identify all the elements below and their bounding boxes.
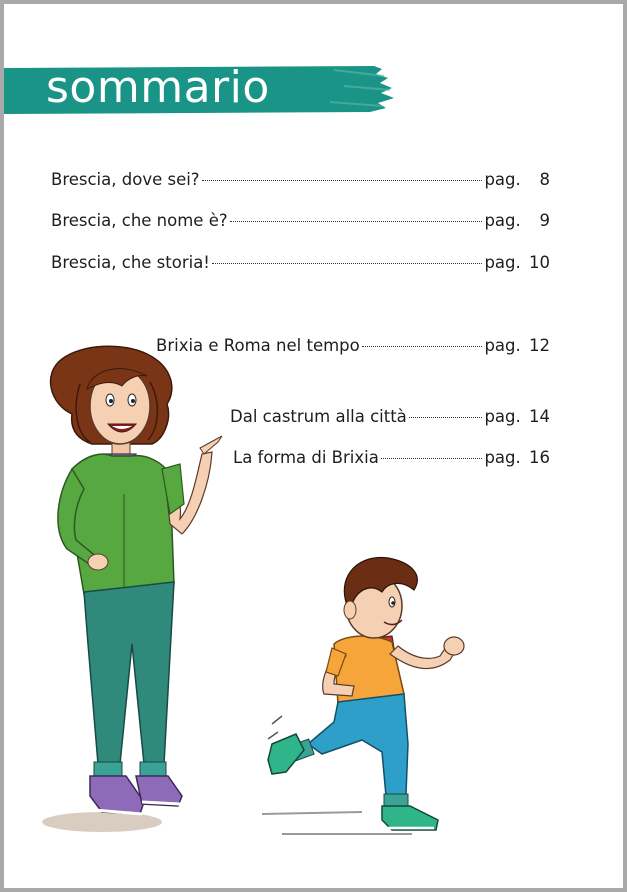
- toc-entry[interactable]: [51, 211, 550, 233]
- toc-entry[interactable]: [51, 170, 550, 192]
- teacher-pointing-illustration: [32, 344, 232, 844]
- toc-entry-label: Dal castrum alla città: [230, 407, 407, 426]
- leader-dots: [381, 458, 483, 459]
- leader-dots: [230, 221, 483, 222]
- toc-entry-label: Brixia e Roma nel tempo: [156, 336, 360, 355]
- toc-entry-label: Brescia, dove sei?: [51, 170, 200, 189]
- toc-page-ref: pag. 16: [484, 448, 550, 467]
- toc-page-ref: pag. 14: [484, 407, 550, 426]
- leader-dots: [202, 180, 483, 181]
- toc-entry[interactable]: [51, 253, 550, 275]
- toc-entry-label: Brescia, che storia!: [51, 253, 210, 272]
- toc-entry-label: La forma di Brixia: [233, 448, 379, 467]
- leader-dots: [212, 263, 483, 264]
- leader-dots: [409, 417, 483, 418]
- toc-entry-label: Brescia, che nome è?: [51, 211, 228, 230]
- toc-page-ref: pag. 9: [484, 211, 550, 230]
- toc-page-ref: pag. 10: [484, 253, 550, 272]
- leader-dots: [362, 346, 483, 347]
- running-boy-illustration: [242, 544, 482, 844]
- toc-entry[interactable]: [233, 448, 550, 470]
- toc-entry[interactable]: [230, 407, 550, 429]
- toc-page-ref: pag. 12: [484, 336, 550, 355]
- toc-page-ref: pag. 8: [484, 170, 550, 189]
- page-title: sommario: [46, 62, 270, 113]
